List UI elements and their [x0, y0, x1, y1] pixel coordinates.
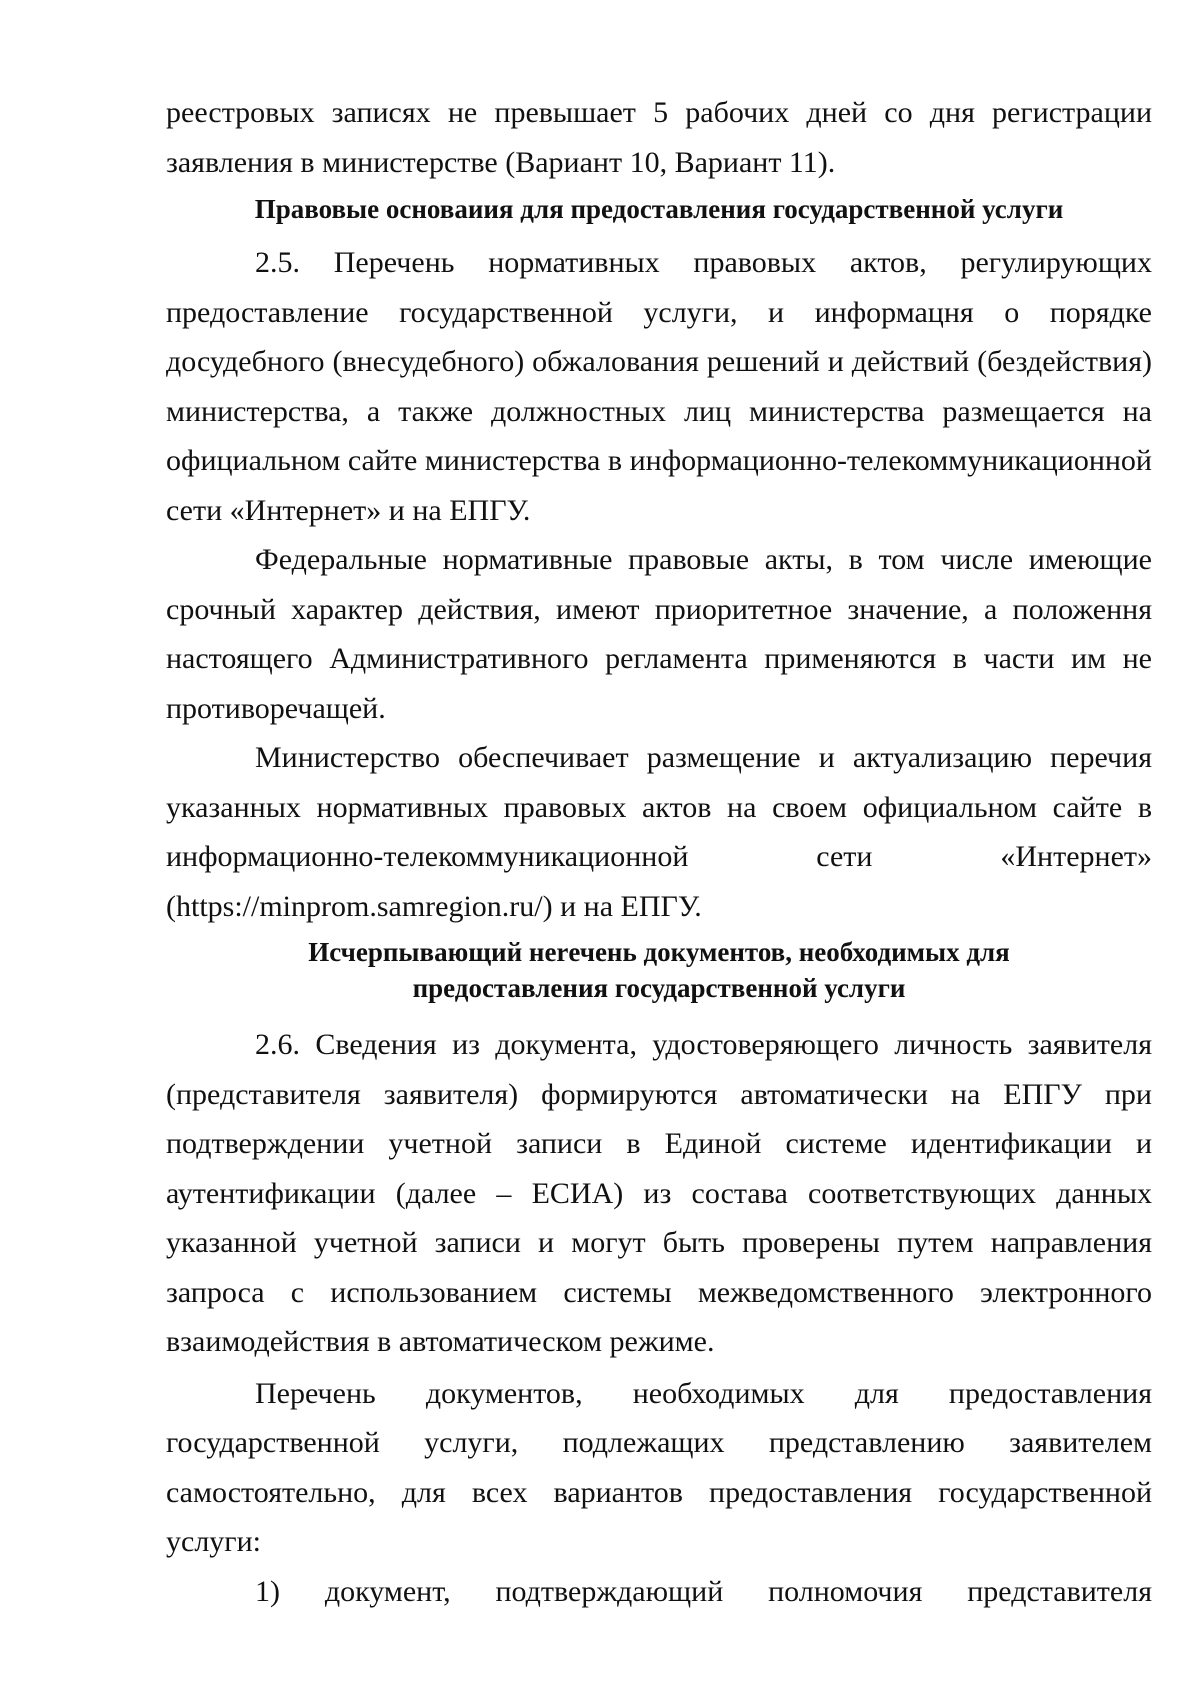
heading-legal-basis: Правовые основаиия для предоставления государственной услуги — [254, 194, 1064, 224]
section-2-6-paragraph: 2.6. Сведения из документа, удостоверяющего личность заявителя (представителя заявителя) формируются автоматически на ЕПГУ при подтверждении учетной записи в Единой системе идентификации и аутентификации (далее – ЕСИА) из состава соответствующих данных указанной учетной записи и могут быть проверены путем направления запроса с использованием системы межведомственного электронного взаимодействия в автоматическом режиме. — [166, 1028, 1152, 1358]
list-item-1: 1) документ, подтверждающий полномочия представителя — [255, 1574, 1152, 1608]
heading-documents — [166, 934, 1152, 1006]
documents-list-intro-paragraph: Перечень документов, необходимых для предоставления государственной услуги, подлежащих представлению заявителем самостоятельно, для всех вариантов предоставления государственной услуги: — [166, 1376, 1152, 1558]
heading-documents-line-1: Исчерпывающий нerечень документов, необходимых для — [308, 937, 1010, 967]
federal-acts-paragraph: Федеральные нормативные правовые акты, в том числе имеющие срочный характер действия, имеют приоритетное значение, а положення настоящего Административного регламента применяются в части им не противоречащей. — [166, 543, 1152, 725]
section-2-5-paragraph: 2.5. Перечень нормативных правовых актов, регулирующих предоставление государственной услуги, и информацня о порядке досудебного (внесудебного) обжалования решений и действий (бездействия) министерства, а также должностных лиц министерства размещается на официальном сайте министерства в информационно-телекоммуникационной сети «Интернет» и на ЕПГУ. — [166, 246, 1152, 527]
intro-paragraph: реестровых записях не превышает 5 рабочих дней со дня регистрации заявления в министерстве (Вариант 10, Вариант 11). — [166, 96, 1152, 179]
ministry-publication-paragraph: Министерство обеспечивает размещение и актуализацию перечия указанных нормативных правовых актов на своем официальном сайте в информационно-телекоммуникационной сети «Интернет» (https://minprom.samregion.ru/) и на ЕПГУ. — [166, 741, 1152, 923]
heading-documents-line-2: предоставления государственной услуги — [412, 973, 906, 1003]
document-page — [166, 88, 1152, 1616]
